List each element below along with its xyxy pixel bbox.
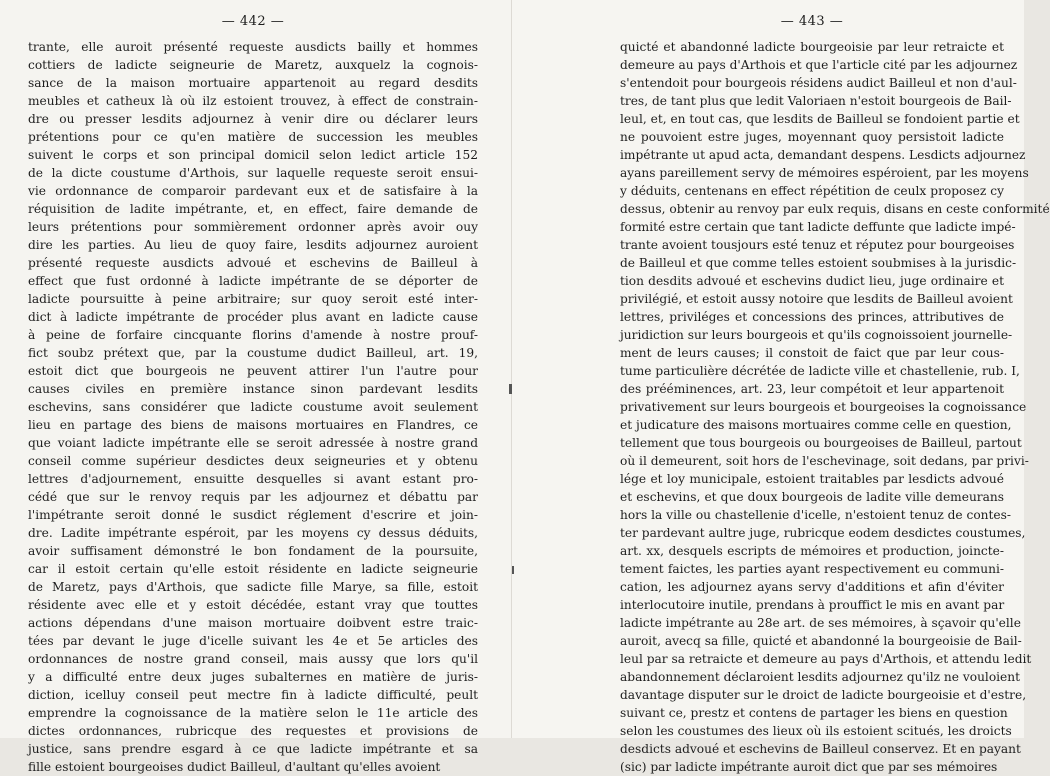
text-line: y a difficulté entre deux juges subalternes en matière de juris- [28,670,478,684]
page-number-right: — 443 — [780,14,844,29]
text-line: interlocutoire inutile, prendans à prouffict le mis en avant par [620,598,1005,612]
text-line: et judicature des maisons mortuaires comme celle en question, [620,418,1012,432]
text-line: lieu en partage des biens de maisons mortuaires en Flandres, ce [28,418,478,432]
text-line: l'impétrante seroit donné le susdict réglement d'escrire et join- [28,508,478,522]
text-line: réquisition de ladite impétrante, et, en effect, faire demande de [28,202,478,216]
text-line: vie ordonnance de comparoir pardevant eux et de satisfaire à la [28,184,478,198]
text-line: conseil comme supérieur desdictes deux seigneuries et y obtenu [28,454,478,468]
text-line: meubles et catheux là où ilz estoient trouvez, à effect de constrain- [28,94,478,108]
text-line: résidente avec elle et y estoit décédée, estant vray que touttes [28,598,478,612]
text-line: hors la ville ou chastellenie d'icelle, n'estoient tenuz de contes- [620,508,1012,522]
text-line: cédé que sur le renvoy requis par les adjournez et débattu par [28,490,478,504]
text-line: où il demeurent, soit hors de l'eschevinage, soit dedans, par privi- [620,454,1029,468]
left-page [0,0,512,774]
text-line: lettres d'adjournement, ensuitte desquelles si avant estant pro- [28,472,478,486]
text-line: de Bailleul et que comme telles estoient soubmises à la jurisdic- [620,256,1017,270]
text-line: car il estoit certain qu'elle estoit résidente en ladicte seigneurie [28,562,478,576]
text-line: juridiction sur leurs bourgeois et qu'ils cognoissoient journelle- [620,328,1013,342]
text-line: ter pardevant aultre juge, rubricque eodem desdictes coustumes, [620,526,1026,540]
text-line: prétentions pour ce qu'en matière de succession les meubles [28,130,478,144]
text-line: eschevins, sans considérer que ladicte coustume avoit seulement [28,400,478,414]
right-page-text [620,38,1050,776]
text-line: (sic) par ladicte impétrante auroit dict que par ses mémoires [620,760,998,774]
text-line: ladicte impétrante au 28e art. de ses mémoires, à sçavoir qu'elle [620,616,1021,630]
text-line: trante, elle auroit présenté requeste ausdicts bailly et hommes [28,40,478,54]
text-line: causes civiles en première instance sinon pardevant lesdits [28,382,478,396]
text-line: selon les coustumes des lieux où ils estoient scitués, les droicts [620,724,1012,738]
text-line: tume particulière décrétée de ladicte ville et chastellenie, rub. I, [620,364,1020,378]
text-line: effect que fust ordonné à ladicte impétrante de se déporter de [28,274,478,288]
text-line: ne pouvoient estre juges, moyennant quoy persistoit ladicte [620,130,1004,144]
text-line: présenté requeste ausdicts advoué et eschevins de Bailleul à [28,256,478,270]
text-line: fille estoient bourgeoises dudict Bailleul, d'aultant qu'elles avoient [28,760,441,774]
text-line: trante avoient tousjours esté tenuz et réputez pour bourgeoises [620,238,1015,252]
text-line: cation, les adjournez ayans servy d'additions et afin d'éviter [620,580,1004,594]
text-line: leurs prétentions pour sommièrement ordonner après avoir ouy [28,220,478,234]
text-line: tion desdits advoué et eschevins dudict lieu, juge ordinaire et [620,274,1004,288]
text-line: davantage disputer sur le droict de ladicte bourgeoisie et d'estre, [620,688,1027,702]
text-line: dre. Ladite impétrante espéroit, par les moyens cy dessus déduits, [28,526,478,540]
text-line: formité estre certain que tant ladicte deffunte que ladicte impé- [620,220,1016,234]
text-line: à peine de forfaire cincquante florins d'amende à nostre prouf- [28,328,478,342]
text-line: que voiant ladicte impétrante elle se seroit adressée à nostre grand [28,436,478,450]
text-line: art. xx, desquels escripts de mémoires et production, joincte- [620,544,1004,558]
text-line: ladicte poursuitte à peine arbitraire; sur quoy seroit esté inter- [28,292,478,306]
text-line: justice, sans prendre esgard à ce que ladicte impétrante et sa [28,742,478,756]
text-line: de la dicte coustume d'Arthois, sur laquelle requeste seroit ensui- [28,166,478,180]
text-line: tres, de tant plus que ledit Valoriaen n'estoit bourgeois de Bail- [620,94,1012,108]
text-line: auroit, avecq sa fille, quicté et abandonné la bourgeoisie de Bail- [620,634,1022,648]
text-line: fict soubz prétext que, par la coustume dudict Bailleul, art. 19, [28,346,478,360]
text-line: leul par sa retraicte et demeure au pays d'Arthois, et attendu ledit [620,652,1032,666]
text-line: lége et loy municipale, estoient traitables par lesdicts advoué [620,472,1004,486]
text-line: actions dépendans d'une maison mortuaire doibvent estre traic- [28,616,478,630]
text-line: desdicts advoué et eschevins de Bailleul conservez. Et en payant [620,742,1021,756]
text-line: diction, icelluy conseil peut mectre fin à ladicte difficulté, peult [28,688,478,702]
text-line: privativement sur leurs bourgeois et bourgeoises la cognoissance [620,400,1027,414]
page-number-left: — 442 — [221,14,285,29]
text-line: abandonnement déclaroient lesdits adjournez qu'ilz ne vouloient [620,670,1021,684]
text-line: dessus, obtenir au renvoy par eulx requis, disans en ceste conformité [620,202,1050,216]
text-line: emprendre la cognoissance de la matière selon le 11e article des [28,706,478,720]
text-line: ayans pareillement servy de mémoires espéroient, par les moyens [620,166,1029,180]
text-line: tellement que tous bourgeois ou bourgeoises de Bailleul, partout [620,436,1022,450]
text-line: ment de leurs causes; il constoit de faict que par leur cous- [620,346,1004,360]
text-line: avoir suffisament démonstré le bon fondament de la poursuite, [28,544,478,558]
text-line: privilégié, et estoit aussy notoire que lesdits de Bailleul avoient [620,292,1013,306]
left-page-text [28,38,478,776]
text-line: dire les parties. Au lieu de quoy faire, lesdits adjournez auroient [28,238,478,252]
binding-mark [512,566,514,574]
text-line: suivant ce, prestz et contens de partager les biens en question [620,706,1008,720]
text-line: suivent le corps et son principal domicil selon ledict article 152 [28,148,478,162]
text-line: demeure au pays d'Arthois et que l'article cité par les adjournez [620,58,1018,72]
right-page [512,0,1050,774]
text-line: impétrante ut apud acta, demandant despens. Lesdicts adjournez [620,148,1026,162]
text-line: dictes ordonnances, rubricque des requestes et provisions de [28,724,478,738]
text-line: cottiers de ladicte seigneurie de Maretz, auxquelz la cognois- [28,58,478,72]
text-line: y déduits, centenans en effect répétition de ceulx proposez cy [620,184,1004,198]
text-line: de Maretz, pays d'Arthois, que sadicte fille Marye, sa fille, estoit [28,580,478,594]
text-line: dict à ladicte impétrante de procéder plus avant en ladicte cause [28,310,478,324]
text-line: sance de la maison mortuaire appartenoit au regard desdits [28,76,478,90]
text-line: lettres, priviléges et concessions des princes, attributives de [620,310,1004,324]
text-line: tées par devant le juge d'icelle suivant les 4e et 5e articles des [28,634,478,648]
text-line: et eschevins, et que doux bourgeois de ladite ville demeurans [620,490,1004,504]
text-line: des prééminences, art. 23, leur compétoit et leur appartenoit [620,382,1004,396]
text-line: tement faictes, les parties ayant respectivement eu communi- [620,562,1004,576]
text-line: leul, et, en tout cas, que lesdits de Bailleul se fondoient partie et [620,112,1020,126]
binding-mark [509,384,512,394]
text-line: ordonnances de nostre grand conseil, mais aussy que lors qu'il [28,652,478,666]
text-line: quicté et abandonné ladicte bourgeoisie par leur retraicte et [620,40,1004,54]
text-line: s'entendoit pour bourgeois résidens audict Bailleul et non d'aul- [620,76,1017,90]
text-line: dre ou presser lesdits adjournez à venir dire ou déclarer leurs [28,112,478,126]
text-line: estoit dict que bourgeois ne peuvent attirer l'un l'autre pour [28,364,478,378]
